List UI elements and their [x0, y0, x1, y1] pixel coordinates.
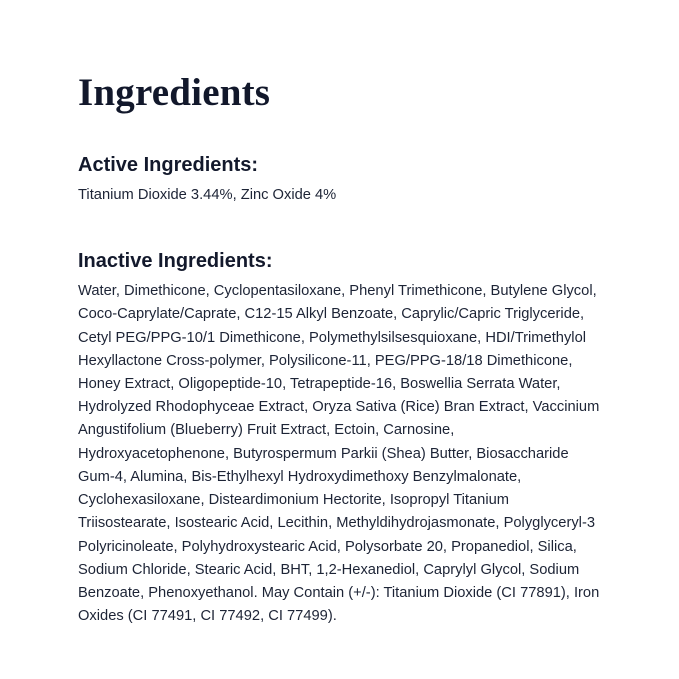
inactive-ingredients-heading: Inactive Ingredients:	[78, 250, 273, 273]
inactive-ingredients-list: Water, Dimethicone, Cyclopentasiloxane, Phenyl Trimethicone, Butylene Glycol, Coco-Caprylate/Caprate, C12-15 Alkyl Benzoate, Caprylic/Capric Triglyceride, Cetyl PEG/PPG-10/1 Dimethicone, Polymethylsilsesquioxane, HDI/Trimethylol Hexyllactone Cross-polymer, Polysilicone-11, PEG/PPG-18/18 Dimethicone, Honey Extract, Oligopeptide-10, Tetrapeptide-16, Boswellia Serrata Water, Hydrolyzed Rhodophyceae Extract, Oryza Sativa (Rice) Bran Extract, Vaccinium Angustifolium (Blueberry) Fruit Extract, Ectoin, Carnosine, Hydroxyacetophenone, Butyrospermum Parkii (Shea) Butter, Biosaccharide Gum-4, Alumina, Bis-Ethylhexyl Hydroxydimethoxy Benzylmalonate, Cyclohexasiloxane, Disteardimonium Hectorite, Isopropyl Titanium Triisostearate, Isostearic Acid, Lecithin, Methyldihydrojasmonate, Polyglyceryl-3 Polyricinoleate, Polyhydroxystearic Acid, Polysorbate 20, Propanediol, Silica, Sodium Chloride, Stearic Acid, BHT, 1,2-Hexanediol, Caprylyl Glycol, Sodium Benzoate, Phenoxyethanol. May Contain (+/-): Titanium Dioxide (CI 77891), Iron Oxides (CI 77491, CI 77492, CI 77499).	[78, 283, 600, 625]
active-ingredients-section	[78, 153, 601, 207]
active-ingredients-list: Titanium Dioxide 3.44%, Zinc Oxide 4%	[78, 186, 337, 203]
section-spacer	[78, 233, 601, 249]
inactive-ingredients-section	[78, 249, 601, 628]
active-ingredients-heading: Active Ingredients:	[78, 153, 259, 176]
page-title: Ingredients	[78, 71, 271, 114]
